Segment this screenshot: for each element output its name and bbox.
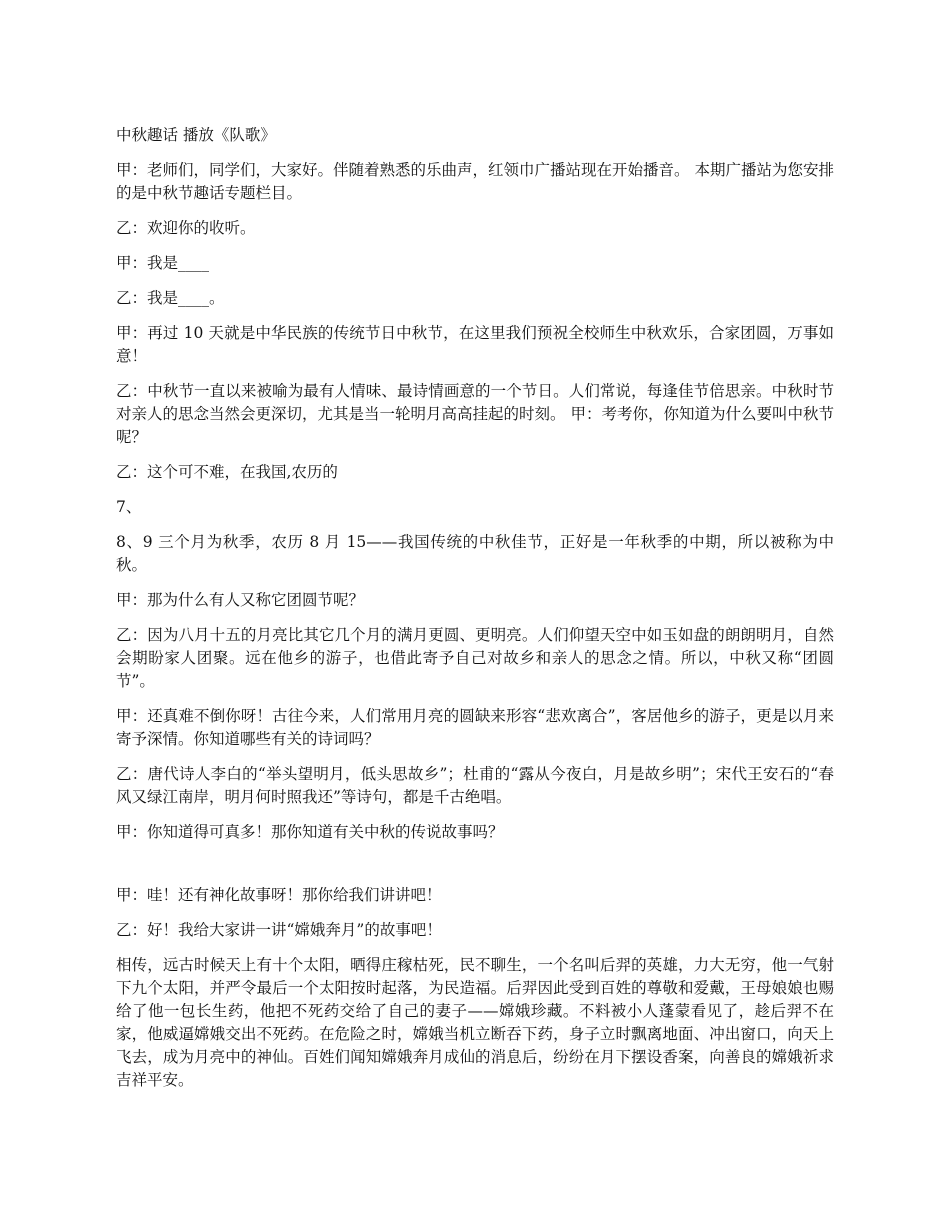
document-title: 中秋趣话 播放《队歌》 (116, 126, 276, 144)
paragraph-poems-answer: 乙：唐代诗人李白的“举头望明月，低头思故乡”；杜甫的“露从今夜白，月是故乡明”；宋代王安石的“春风又绿江南岸，明月何时照我还”等诗句，都是千古绝唱。 (116, 765, 834, 806)
paragraph-greeting: 甲：再过 10 天就是中华民族的传统节日中秋节，在这里我们预祝全校师生中秋欢乐，合家团圆，万事如意！ (116, 324, 834, 365)
paragraph-change-story: 相传，远古时候天上有十个太阳，晒得庄稼枯死，民不聊生，一个名叫后羿的英雄，力大无穷，他一气射下九个太阳，并严令最后一个太阳按时起落，为民造福。后羿因此受到百姓的尊敬和爱戴，王母娘娘也赐给了他一包长生药，他把不死药交给了自己的妻子——嫦娥珍藏。不料被小人蓬蒙看见了，趁后羿不在家，他威逼嫦娥交出不死药。在危险之时，嫦娥当机立断吞下药，身子立时飘离地面、冲出窗口，向天上飞去，成为月亮中的神仙。百姓们闻知嫦娥奔月成仙的消息后，纷纷在月下摆设香案，向善良的嫦娥祈求吉祥平安。 (116, 956, 834, 1089)
paragraph-poems-question: 甲：还真难不倒你呀！古往今来，人们常用月亮的圆缺来形容“悲欢离合”，客居他乡的游子，更是以月来寄予深情。你知道哪些有关的诗词吗？ (116, 707, 834, 748)
paragraph-autumn-months: 8、9 三个月为秋季，农历 8 月 15——我国传统的中秋佳节，正好是一年秋季的中期，所以被称为中秋。 (116, 533, 834, 574)
paragraph-lunar-calendar: 乙：这个可不难，在我国,农历的 (116, 463, 338, 481)
paragraph-reunion-answer: 乙：因为八月十五的月亮比其它几个月的满月更圆、更明亮。人们仰望天空中如玉如盘的朗朗明月，自然会期盼家人团聚。远在他乡的游子，也借此寄予自己对故乡和亲人的思念之情。所以，中秋又称“团圆节”。 (116, 626, 834, 690)
paragraph-number-seven: 7、 (116, 498, 142, 516)
paragraph-festival-meaning: 乙：中秋节一直以来被喻为最有人情味、最诗情画意的一个节日。人们常说，每逢佳节倍思亲。中秋时节对亲人的思念当然会更深切，尤其是当一轮明月高高挂起的时刻。 甲：考考你，你知道为什么要叫中秋节呢？ (116, 382, 834, 446)
paragraph-story-intro: 乙：好！我给大家讲一讲“嫦娥奔月”的故事吧！ (116, 921, 442, 939)
paragraph-opening: 甲：老师们，同学们，大家好。伴随着熟悉的乐曲声，红领巾广播站现在开始播音。 本期广播站为您安排的是中秋节趣话专题栏目。 (116, 161, 834, 202)
paragraph-reunion-question: 甲：那为什么有人又称它团圆节呢？ (116, 591, 365, 609)
paragraph-host-a-intro: 甲：我是____ (116, 254, 210, 272)
paragraph-host-b-intro: 乙：我是____。 (116, 289, 225, 307)
paragraph-legend-question: 甲：你知道得可真多！那你知道有关中秋的传说故事吗？ (116, 823, 504, 841)
paragraph-welcome: 乙：欢迎你的收听。 (116, 219, 256, 237)
paragraph-myth-request: 甲：哇！还有神化故事呀！那你给我们讲讲吧！ (116, 886, 442, 904)
document-page (116, 124, 834, 1094)
